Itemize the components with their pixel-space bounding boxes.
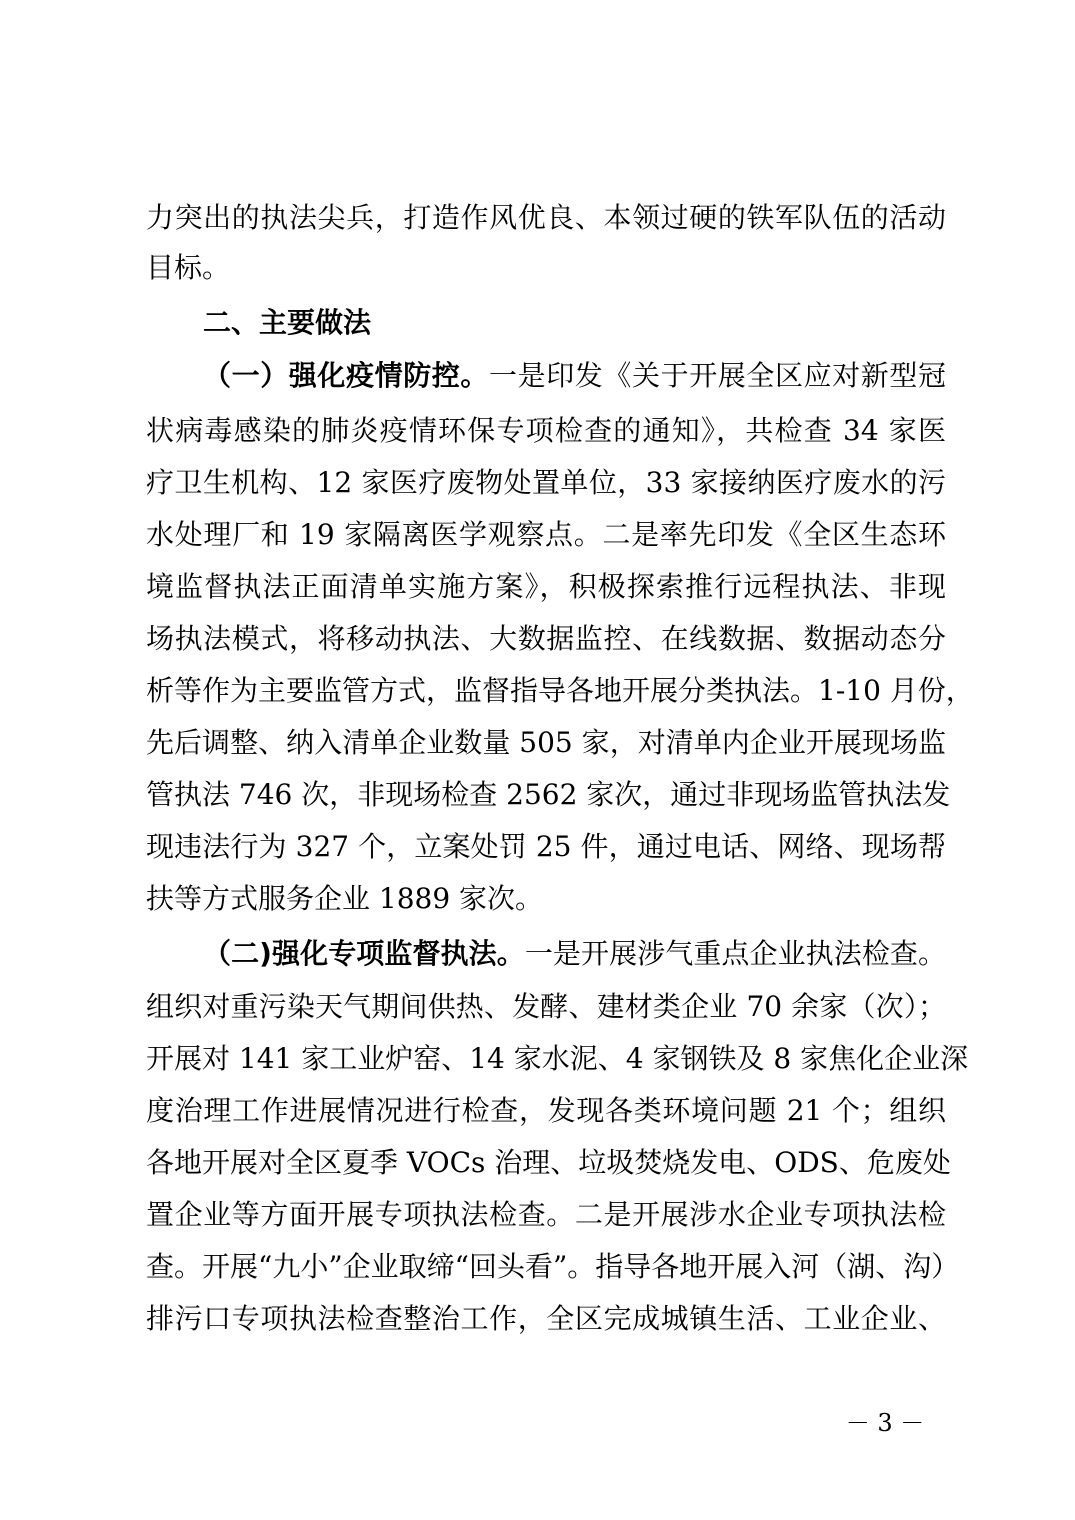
page-number: － 3 － [845, 1409, 925, 1437]
paragraph-line: 查。开展“九小”企业取缔“回头看”。指导各地开展入河（湖、沟） [146, 1250, 960, 1283]
paragraph-line: 境监督执法正面清单实施方案》，积极探索推行远程执法、非现 [146, 570, 946, 603]
subsection-heading: （二)强化专项监督执法。 [203, 937, 525, 970]
paragraph-text: 一是开展涉气重点企业执法检查。 [524, 937, 946, 970]
paragraph-line: 置企业等方面开展专项执法检查。二是开展涉水企业专项执法检 [146, 1198, 946, 1231]
paragraph-line: 开展对 141 家工业炉窑、14 家水泥、4 家钢铁及 8 家焦化企业深 [146, 1042, 969, 1075]
paragraph-line: 扶等方式服务企业 1889 家次。 [146, 882, 544, 915]
paragraph-line: 力突出的执法尖兵，打造作风优良、本领过硬的铁军队伍的活动 [146, 201, 946, 234]
paragraph-line: 排污口专项执法检查整治工作，全区完成城镇生活、工业企业、 [146, 1302, 946, 1335]
subsection-heading: （一）强化疫情防控。 [203, 359, 489, 392]
paragraph-text: 一是印发《关于开展全区应对新型冠 [489, 359, 946, 392]
paragraph-line: 先后调整、纳入清单企业数量 505 家，对清单内企业开展现场监 [146, 726, 946, 759]
paragraph-line: 管执法 746 次，非现场检查 2562 家次，通过非现场监管执法发 [146, 778, 951, 811]
paragraph-line: 各地开展对全区夏季 VOCs 治理、垃圾焚烧发电、ODS、危废处 [146, 1146, 951, 1179]
paragraph-line [203, 934, 946, 974]
paragraph-line: 状病毒感染的肺炎疫情环保专项检查的通知》，共检查 34 家医 [146, 414, 946, 447]
paragraph-line [203, 356, 946, 396]
paragraph-line: 水处理厂和 19 家隔离医学观察点。二是率先印发《全区生态环 [146, 518, 946, 551]
section-heading: 二、主要做法 [203, 306, 372, 339]
paragraph-line: 场执法模式，将移动执法、大数据监控、在线数据、数据动态分 [146, 622, 946, 655]
paragraph-line: 度治理工作进展情况进行检查，发现各类环境问题 21 个；组织 [146, 1094, 946, 1127]
paragraph-line: 析等作为主要监管方式，监督指导各地开展分类执法。1-10 月份， [146, 674, 974, 707]
paragraph-line: 疗卫生机构、12 家医疗废物处置单位，33 家接纳医疗废水的污 [146, 466, 946, 499]
paragraph-line: 目标。 [146, 251, 231, 284]
paragraph-line: 现违法行为 327 个，立案处罚 25 件，通过电话、网络、现场帮 [146, 830, 946, 863]
paragraph-line: 组织对重污染天气期间供热、发酵、建材类企业 70 余家（次）； [146, 990, 946, 1023]
